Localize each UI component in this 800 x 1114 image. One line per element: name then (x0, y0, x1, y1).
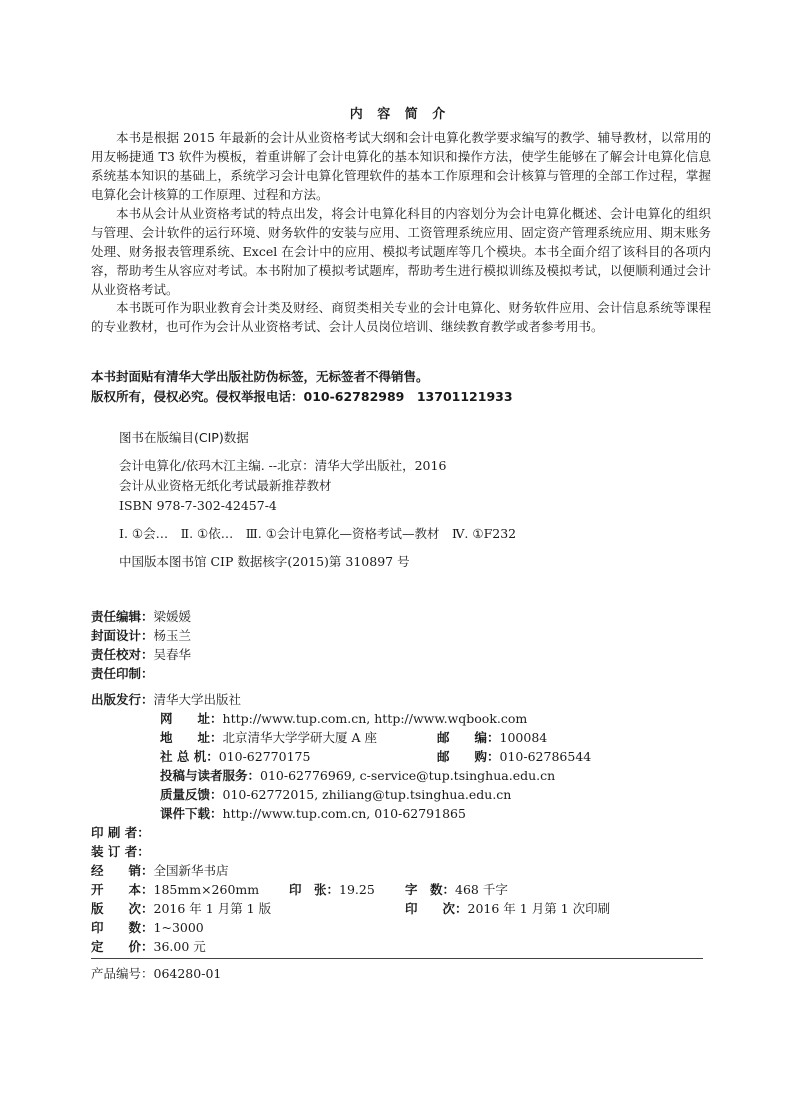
editor-label: 责任编辑： (91, 609, 154, 624)
website-row (160, 709, 527, 729)
intro-paragraph-2 (91, 204, 711, 299)
editor-row (91, 626, 191, 646)
postcode-value: 100084 (499, 730, 548, 745)
address-row (160, 728, 377, 748)
sheets-value: 19.25 (339, 882, 375, 897)
mail-order-row (437, 747, 591, 767)
reader-service-value: 010-62776969, c-service@tup.tsinghua.edu.cn (260, 768, 556, 783)
website-value: http://www.tup.com.cn, http://www.wqbook.com (222, 711, 528, 726)
binder-label: 装 订 者： (91, 844, 150, 859)
cip-isbn: ISBN 978-7-302-42457-4 (119, 498, 277, 513)
website-label: 网 址： (160, 711, 223, 726)
quality-feedback-row (160, 785, 511, 805)
copies-label: 印 数： (91, 920, 154, 935)
intro-paragraph-3 (91, 298, 711, 336)
distributor-value: 全国新华书店 (153, 863, 229, 878)
cip-data-block (119, 428, 516, 572)
binder-row (91, 842, 150, 862)
divider-rule (91, 958, 703, 959)
editor-row (91, 645, 191, 665)
format-row (91, 880, 259, 900)
intro-paragraph-text: 本书既可作为职业教育会计类及财经、商贸类相关专业的会计电算化、财务软件应用、会计信息系统等课程的专业教材，也可作为会计从业资格考试、会计人员岗位培训、继续教育教学或者参考用书。 (91, 300, 711, 334)
anti-counterfeit-notice: 本书封面贴有清华大学出版社防伪标签，无标签者不得销售。 (91, 369, 429, 384)
switchboard-value: 010-62770175 (218, 749, 311, 764)
editor-value: 梁媛媛 (153, 609, 192, 624)
publisher-row (91, 690, 241, 710)
sheets-label: 印 张： (289, 882, 340, 897)
reader-service-label: 投稿与读者服务： (160, 768, 261, 783)
distributor-row (91, 861, 229, 881)
cip-classification: Ⅰ. ①会… Ⅱ. ①依… Ⅲ. ①会计电算化—资格考试—教材 Ⅳ. ①F232 (119, 526, 517, 541)
postcode-label: 邮 编： (437, 730, 500, 745)
editor-label: 责任印制： (91, 666, 154, 681)
mail-order-value: 010-62786544 (499, 749, 592, 764)
format-label: 开 本： (91, 882, 154, 897)
printer-label: 印 刷 者： (91, 825, 150, 840)
printing-row (405, 899, 610, 919)
switchboard-row (160, 747, 310, 767)
copies-value: 1~3000 (153, 920, 204, 935)
distributor-label: 经 销： (91, 863, 154, 878)
postcode-row (437, 728, 547, 748)
intro-paragraph-text: 本书从会计从业资格考试的特点出发，将会计电算化科目的内容划分为会计电算化概述、会计电算化的组织与管理、会计软件的运行环境、财务软件的安装与应用、工资管理系统应用、固定资产管理系统应用、期末账务处理、财务报表管理系统、Excel 在会计中的应用、模拟考试题库等几个模块。本书全面介绍了该科目的各项内容，帮助考生从容应对考试。本书附加了模拟考试题库，帮助考生进行模拟训练及模拟考试，以便顺利通过会计从业资格考试。 (91, 206, 711, 297)
quality-feedback-value: 010-62772015, zhiliang@tup.tsinghua.edu.cn (222, 787, 512, 802)
word-count-value: 468 千字 (455, 882, 508, 897)
product-code: 产品编号：064280-01 (91, 966, 222, 981)
cip-line-2: 会计从业资格无纸化考试最新推荐教材 (119, 478, 332, 493)
sheets-row (289, 880, 375, 900)
edition-value: 2016 年 1 月第 1 版 (153, 901, 272, 916)
edition-label: 版 次： (91, 901, 154, 916)
copies-row (91, 918, 204, 938)
copyright-notice (91, 367, 513, 407)
address-value: 北京清华大学学研大厦 A 座 (222, 730, 377, 745)
editor-row (91, 607, 191, 627)
editor-row (91, 664, 154, 684)
reader-service-row (160, 766, 555, 786)
section-heading: 内 容 简 介 (349, 107, 451, 122)
courseware-row (160, 804, 466, 824)
word-count-label: 字 数： (405, 882, 456, 897)
editor-label: 责任校对： (91, 647, 154, 662)
format-value: 185mm×260mm (153, 882, 260, 897)
copyright-report-line: 版权所有，侵权必究。侵权举报电话：010-62782989 13701121933 (91, 389, 513, 404)
price-value: 36.00 元 (153, 939, 206, 954)
editor-label: 封面设计： (91, 628, 154, 643)
price-label: 定 价： (91, 939, 154, 954)
courseware-value: http://www.tup.com.cn, 010-62791865 (222, 806, 466, 821)
printer-row (91, 823, 150, 843)
publisher-label: 出版发行： (91, 692, 154, 707)
cip-line-1: 会计电算化/依玛木江主编. --北京：清华大学出版社，2016 (119, 458, 447, 473)
printing-label: 印 次： (405, 901, 468, 916)
switchboard-label: 社 总 机： (160, 749, 219, 764)
address-label: 地 址： (160, 730, 223, 745)
publisher-name: 清华大学出版社 (153, 692, 242, 707)
mail-order-label: 邮 购： (437, 749, 500, 764)
cip-title: 图书在版编目(CIP)数据 (119, 430, 249, 445)
cip-number: 中国版本图书馆 CIP 数据核字(2015)第 310897 号 (119, 554, 410, 569)
editor-value: 杨玉兰 (153, 628, 192, 643)
quality-feedback-label: 质量反馈： (160, 787, 223, 802)
intro-paragraph-1 (91, 128, 711, 204)
intro-paragraph-text: 本书是根据 2015 年最新的会计从业资格考试大纲和会计电算化教学要求编写的教学、辅导教材，以常用的用友畅捷通 T3 软件为模板，着重讲解了会计电算化的基本知识和操作方法，使学生能够在了解会计电算化信息系统基本知识的基础上，系统学习会计电算化管理软件的基本工作原理和会计核算与管理的全部工作过程，掌握电算化会计核算的工作原理、过程和方法。 (91, 130, 711, 202)
price-row (91, 937, 206, 957)
courseware-label: 课件下载： (160, 806, 223, 821)
editor-value: 吴春华 (153, 647, 192, 662)
word-count-row (405, 880, 508, 900)
edition-row (91, 899, 271, 919)
printing-value: 2016 年 1 月第 1 次印刷 (467, 901, 611, 916)
